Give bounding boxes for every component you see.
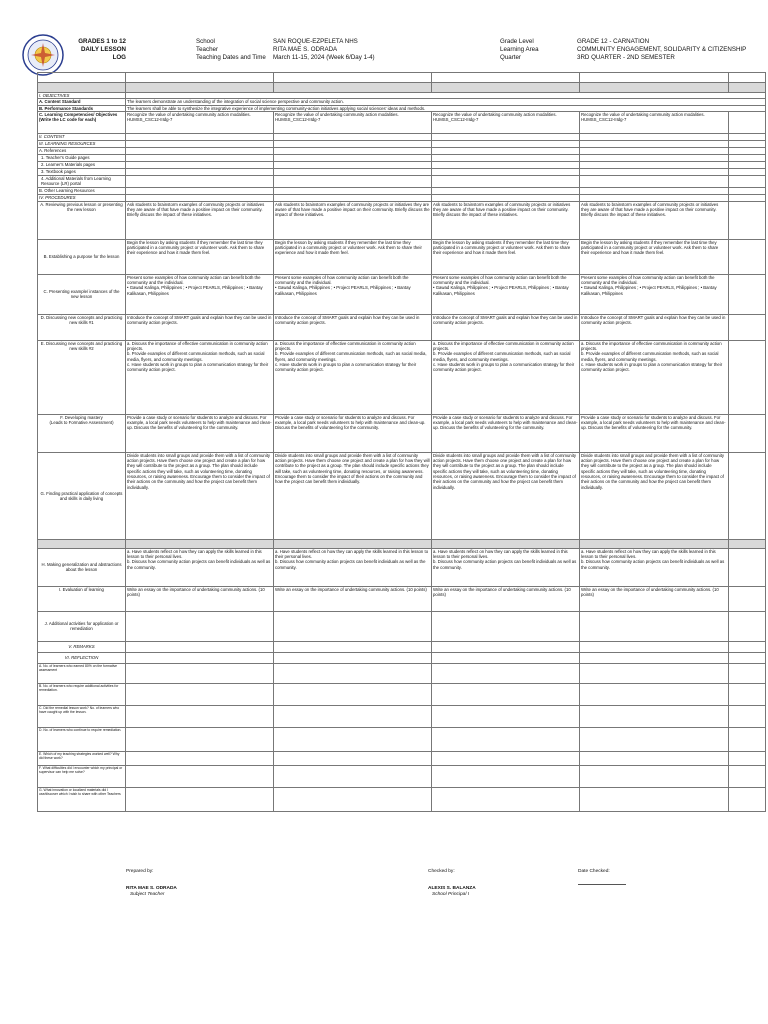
- competency-day1: Recognize the value of undertaking community action modalities. HUMSS_CSC12-IIIdg-7: [126, 111, 274, 133]
- reflection-c-label: C. Did the remedial lesson work? No. of learners who have caught up with the lesson.: [38, 705, 126, 727]
- reflection-e-label: E. Which of my teaching strategies worked well? Why did these work?: [38, 751, 126, 765]
- procedure-f-label: F. Developing mastery (Leads to Formative Assessment): [38, 414, 126, 452]
- procedure-b-label: B. Establishing a purpose for the lesson: [38, 239, 126, 274]
- procedure-a-day4: Ask students to brainstorm examples of community projects or initiatives they are aware of that have made a positive impact on their community. Briefly discuss the impact of these initiatives.: [580, 201, 729, 239]
- procedure-h-label: H. Making generalization and abstractions about the lesson: [38, 548, 126, 586]
- content-standard-label: A. Content Standard: [38, 99, 126, 105]
- procedure-f-day2: Provide a case study or scenario for students to analyze and discuss. For example, a local park needs volunteers to help with maintenance and clean-up. Discuss the benefits of volunteering for the community.: [274, 414, 432, 452]
- table-row: [38, 201, 766, 239]
- procedure-j-label: J. Additional activities for application or remediation: [38, 611, 126, 641]
- table-row: [38, 539, 766, 548]
- content-heading: II. CONTENT: [38, 133, 126, 140]
- procedure-d-label: D. Discussing new concepts and practicing new skills #1: [38, 314, 126, 340]
- procedure-b-day4: Begin the lesson by asking students if they remember the last time they participated in a community project or volunteer work. Ask them to share their experience and how it made them feel.: [580, 239, 729, 274]
- teacher-value: RITA MAE S. ODRADA: [273, 46, 338, 54]
- performance-standard-label: B. Performance Standards: [38, 105, 126, 111]
- competency-label: C. Learning Competencies/ Objectives (Write the LC code for each): [38, 111, 126, 133]
- table-row: [38, 187, 766, 194]
- date-checked-block: [578, 869, 626, 885]
- reflection-b-label: B. No. of learners who require additional activities for remediation.: [38, 683, 126, 705]
- table-row: [38, 683, 766, 705]
- quarter-value: 3RD QUARTER - 2ND SEMESTER: [577, 54, 675, 62]
- procedure-b-day1: Begin the lesson by asking students if they remember the last time they participated in a community project or volunteer work. Ask them to share their experience and how it made them feel.: [126, 239, 274, 274]
- table-row: [38, 133, 766, 140]
- date-checked-line: [578, 884, 626, 885]
- table-row: [38, 452, 766, 539]
- checked-by-title: School Principal I: [432, 892, 470, 897]
- log-title-block: [70, 38, 126, 63]
- procedure-c-day3: Present some examples of how community action can benefit both the community and the individual. • Gawad Kalinga, Philippines ; • Project PEARLS, Philippines ; • Bantay Kalikasan, Philippines: [432, 274, 580, 314]
- prepared-by-name: RITA MAE S. ODRADA: [126, 886, 177, 891]
- table-row: [38, 111, 766, 133]
- procedure-a-day1: Ask students to brainstorm examples of community projects or initiatives they are aware of that have made a positive impact on their community. Briefly discuss the impact of these initiatives.: [126, 201, 274, 239]
- textbook-label: 3. Textbook pages: [38, 168, 126, 175]
- procedure-h-day3: a. Have students reflect on how they can apply the skills learned in this lesson to their personal lives. b. Discuss how community action projects can benefit individuals as well as the community.: [432, 548, 580, 586]
- table-row: [38, 705, 766, 727]
- procedure-e-day4: a. Discuss the importance of effective communication in community action projects. b. Provide examples of different communication methods, such as social media, flyers, and community meetings. c. Have students work in groups to plan a communication strategy for their community action project.: [580, 340, 729, 414]
- procedure-f-day3: Provide a case study or scenario for students to analyze and discuss. For example, a local park needs volunteers to help with maintenance and clean-up. Discuss the benefits of volunteering for the community.: [432, 414, 580, 452]
- table-row: [38, 168, 766, 175]
- procedure-g-day1: Divide students into small groups and provide them with a list of community action projects. Have them choose one project and create a plan for how they will contribute to the project as a group. The plan should include specific actions they will take, such as volunteering time, donating resources, or raising awareness. Encourage them to consider the impact of their actions on the community and how the project can benefit them individually.: [126, 452, 274, 539]
- table-row: [38, 727, 766, 751]
- table-row: [38, 652, 766, 663]
- reflection-heading: VI. REFLECTION: [38, 652, 126, 663]
- table-row: [38, 414, 766, 452]
- table-row: [38, 147, 766, 154]
- remarks-heading: V. REMARKS: [38, 641, 126, 652]
- reflection-f-label: F. What difficulties did I encounter which my principal or supervisor can help me solve?: [38, 765, 126, 787]
- procedure-f-day4: Provide a case study or scenario for students to analyze and discuss. For example, a local park needs volunteers to help with maintenance and clean-up. Discuss the benefits of volunteering for the community.: [580, 414, 729, 452]
- procedure-e-day3: a. Discuss the importance of effective communication in community action projects. b. Provide examples of different communication methods, such as social media, flyers, and community meetings. c. Have students work in groups to plan a communication strategy for their community action project.: [432, 340, 580, 414]
- lr-portal-label: 4. Additional Materials from Learning Resource (LR) portal: [38, 175, 126, 187]
- procedure-i-day3: Write an essay on the importance of undertaking community actions. (10 points): [432, 586, 580, 611]
- table-row: [38, 548, 766, 586]
- learners-materials-label: 2. Learner's Materials pages: [38, 161, 126, 168]
- reflection-a-label: A. No. of learners who earned 80% on the formative assessment: [38, 663, 126, 683]
- grade-value: GRADE 12 - CARNATION: [577, 38, 650, 45]
- checked-by-name: ALEXIS S. BALANZA: [428, 886, 476, 891]
- area-label: Learning Area: [500, 46, 539, 54]
- procedure-a-day2: Ask students to brainstorm examples of community projects or initiatives they are aware of that have made a positive impact on their community. Briefly discuss the impact of these initiatives.: [274, 201, 432, 239]
- grades-label: GRADES 1 to 12: [78, 38, 126, 45]
- table-row: [38, 175, 766, 187]
- reflection-d-label: D. No. of learners who continue to require remediation.: [38, 727, 126, 751]
- references-label: A. References: [38, 147, 126, 154]
- log-title: DAILY LESSON LOG: [80, 46, 126, 62]
- school-value: SAN ROQUE-EZPELETA NHS: [273, 38, 358, 45]
- procedure-i-label: I. Evaluation of learning: [38, 586, 126, 611]
- procedure-c-label: C. Presenting example/ instances of the new lesson: [38, 274, 126, 314]
- competency-day3: Recognize the value of undertaking community action modalities. HUMSS_CSC12-IIIdg-7: [432, 111, 580, 133]
- procedure-g-label: G. Finding practical application of concepts and skills in daily living: [38, 452, 126, 539]
- procedure-d-day2: Introduce the concept of SMART goals and explain how they can be used in community action projects.: [274, 314, 432, 340]
- prepared-by-label: Prepared by:: [126, 869, 154, 874]
- competency-day2: Recognize the value of undertaking community action modalities. HUMSS_CSC12-IIIdg-7: [274, 111, 432, 133]
- procedure-g-day4: Divide students into small groups and provide them with a list of community action projects. Have them choose one project and create a plan for how they will contribute to the project as a group. The plan should include specific actions they will take, such as volunteering time, donating resources, or raising awareness. Encourage them to consider the impact of their actions on the community and how the project can benefit them individually.: [580, 452, 729, 539]
- procedure-h-day2: a. Have students reflect on how they can apply the skills learned in this lesson to their personal lives. b. Discuss how community action projects can benefit individuals as well as the community.: [274, 548, 432, 586]
- teacher-label: Teacher: [196, 46, 219, 54]
- table-row: [38, 154, 766, 161]
- procedure-g-day2: Divide students into small groups and provide them with a list of community action projects. Have them choose one project and create a plan for how they will contribute to the project as a group. The plan should include specific actions they will take, such as volunteering time, donating resources, or raising awareness. Encourage them to consider the impact of their actions on the community and how the project can benefit them individually.: [274, 452, 432, 539]
- table-row: [38, 663, 766, 683]
- performance-standard-text: The learners shall be able to synthesize the integrative experience of implementing community-action initiatives applying social sciences' ideas and methods.: [126, 105, 766, 111]
- procedure-e-day1: a. Discuss the importance of effective communication in community action projects. b. Provide examples of different communication methods, such as social media, flyers, and community meetings. c. Have students work in groups to plan a communication strategy for their community action project.: [126, 340, 274, 414]
- other-resources-label: B. Other Learning Resources: [38, 187, 126, 194]
- dates-value: March 11-15, 2024 (Week 6/Day 1-4): [273, 54, 375, 62]
- prepared-by-title: Subject Teacher: [130, 892, 165, 897]
- table-row: [38, 194, 766, 201]
- teachers-guide-label: 1. Teacher's Guide pages: [38, 154, 126, 161]
- reflection-g-label: G. What innovation or localized materials did I use/discover which I wish to share with other Teachers: [38, 787, 126, 811]
- procedure-a-label: A. Reviewing previous lesson or presenting the new lesson: [38, 201, 126, 239]
- procedure-h-day4: a. Have students reflect on how they can apply the skills learned in this lesson to their personal lives. b. Discuss how community action projects can benefit individuals as well as the community.: [580, 548, 729, 586]
- checked-by-label: Checked by:: [428, 869, 455, 874]
- header-left-values: [273, 38, 433, 63]
- resources-heading: III. LEARNING RESOURCES: [38, 140, 126, 147]
- table-row: [38, 161, 766, 168]
- header-right-labels: [500, 38, 576, 63]
- table-row: [38, 140, 766, 147]
- area-value: COMMUNITY ENGAGEMENT, SOLIDARITY & CITIZENSHIP: [577, 46, 747, 54]
- table-row: [38, 314, 766, 340]
- table-row: [38, 586, 766, 611]
- deped-seal-icon: [22, 34, 64, 76]
- lesson-log-table: [37, 72, 766, 812]
- table-row: [38, 274, 766, 314]
- table-row: [38, 239, 766, 274]
- table-row: [38, 83, 766, 93]
- table-row: [38, 751, 766, 765]
- objectives-heading: I. OBJECTIVES: [38, 93, 126, 99]
- procedure-d-day3: Introduce the concept of SMART goals and explain how they can be used in community action projects.: [432, 314, 580, 340]
- content-standard-text: The learners demonstrate an understanding of the integration of social science perspective and community action.: [126, 99, 766, 105]
- date-checked-label: Date Checked:: [578, 869, 610, 874]
- table-row: [38, 641, 766, 652]
- procedure-g-day3: Divide students into small groups and provide them with a list of community action projects. Have them choose one project and create a plan for how they will contribute to the project as a group. The plan should include specific actions they will take, such as volunteering time, donating resources, or raising awareness. Encourage them to consider the impact of their actions on the community and how the project can benefit them individually.: [432, 452, 580, 539]
- checked-by-block: [428, 869, 476, 898]
- table-row: [38, 787, 766, 811]
- procedure-i-day4: Write an essay on the importance of undertaking community actions. (10 points): [580, 586, 729, 611]
- procedure-a-day3: Ask students to brainstorm examples of community projects or initiatives they are aware of that have made a positive impact on their community. Briefly discuss the impact of these initiatives.: [432, 201, 580, 239]
- procedure-e-day2: a. Discuss the importance of effective communication in community action projects. b. Provide examples of different communication methods, such as social media, flyers, and community meetings. c. Have students work in groups to plan a communication strategy for their community action project.: [274, 340, 432, 414]
- header-right-values: [577, 38, 765, 63]
- procedure-b-day3: Begin the lesson by asking students if they remember the last time they participated in a community project or volunteer work. Ask them to share their experience and how it made them feel.: [432, 239, 580, 274]
- procedures-heading: IV. PROCEDURES: [38, 194, 126, 201]
- procedure-c-day4: Present some examples of how community action can benefit both the community and the individual. • Gawad Kalinga, Philippines ; • Project PEARLS, Philippines ; • Bantay Kalikasan, Philippines: [580, 274, 729, 314]
- table-row: [38, 340, 766, 414]
- procedure-e-label: E. Discussing new concepts and practicing new skills #2: [38, 340, 126, 414]
- procedure-i-day1: Write an essay on the importance of undertaking community actions. (10 points): [126, 586, 274, 611]
- prepared-by-block: [126, 869, 177, 898]
- table-row: [38, 611, 766, 641]
- procedure-f-day1: Provide a case study or scenario for students to analyze and discuss. For example, a local park needs volunteers to help with maintenance and clean-up. Discuss the benefits of volunteering for the community.: [126, 414, 274, 452]
- procedure-d-day1: Introduce the concept of SMART goals and explain how they can be used in community action projects.: [126, 314, 274, 340]
- procedure-b-day2: Begin the lesson by asking students if they remember the last time they participated in a community project or volunteer work. Ask them to share their experience and how it made them feel.: [274, 239, 432, 274]
- school-label: School: [196, 38, 215, 45]
- procedure-i-day2: Write an essay on the importance of undertaking community actions. (10 points): [274, 586, 432, 611]
- procedure-d-day4: Introduce the concept of SMART goals and explain how they can be used in community action projects.: [580, 314, 729, 340]
- grade-label: Grade Level: [500, 38, 534, 45]
- quarter-label: Quarter: [500, 54, 521, 62]
- table-row: [38, 765, 766, 787]
- dates-label: Teaching Dates and Time: [196, 54, 266, 62]
- table-row: [38, 73, 766, 83]
- header-left-labels: [196, 38, 272, 63]
- procedure-c-day2: Present some examples of how community action can benefit both the community and the individual. • Gawad Kalinga, Philippines ; • Project PEARLS, Philippines ; • Bantay Kalikasan, Philippines: [274, 274, 432, 314]
- procedure-c-day1: Present some examples of how community action can benefit both the community and the individual. • Gawad Kalinga, Philippines ; • Project PEARLS, Philippines ; • Bantay Kalikasan, Philippines: [126, 274, 274, 314]
- procedure-h-day1: a. Have students reflect on how they can apply the skills learned in this lesson to their personal lives. b. Discuss how community action projects can benefit individuals as well as the community.: [126, 548, 274, 586]
- competency-day4: Recognize the value of undertaking community action modalities. HUMSS_CSC12-IIIdg-7: [580, 111, 729, 133]
